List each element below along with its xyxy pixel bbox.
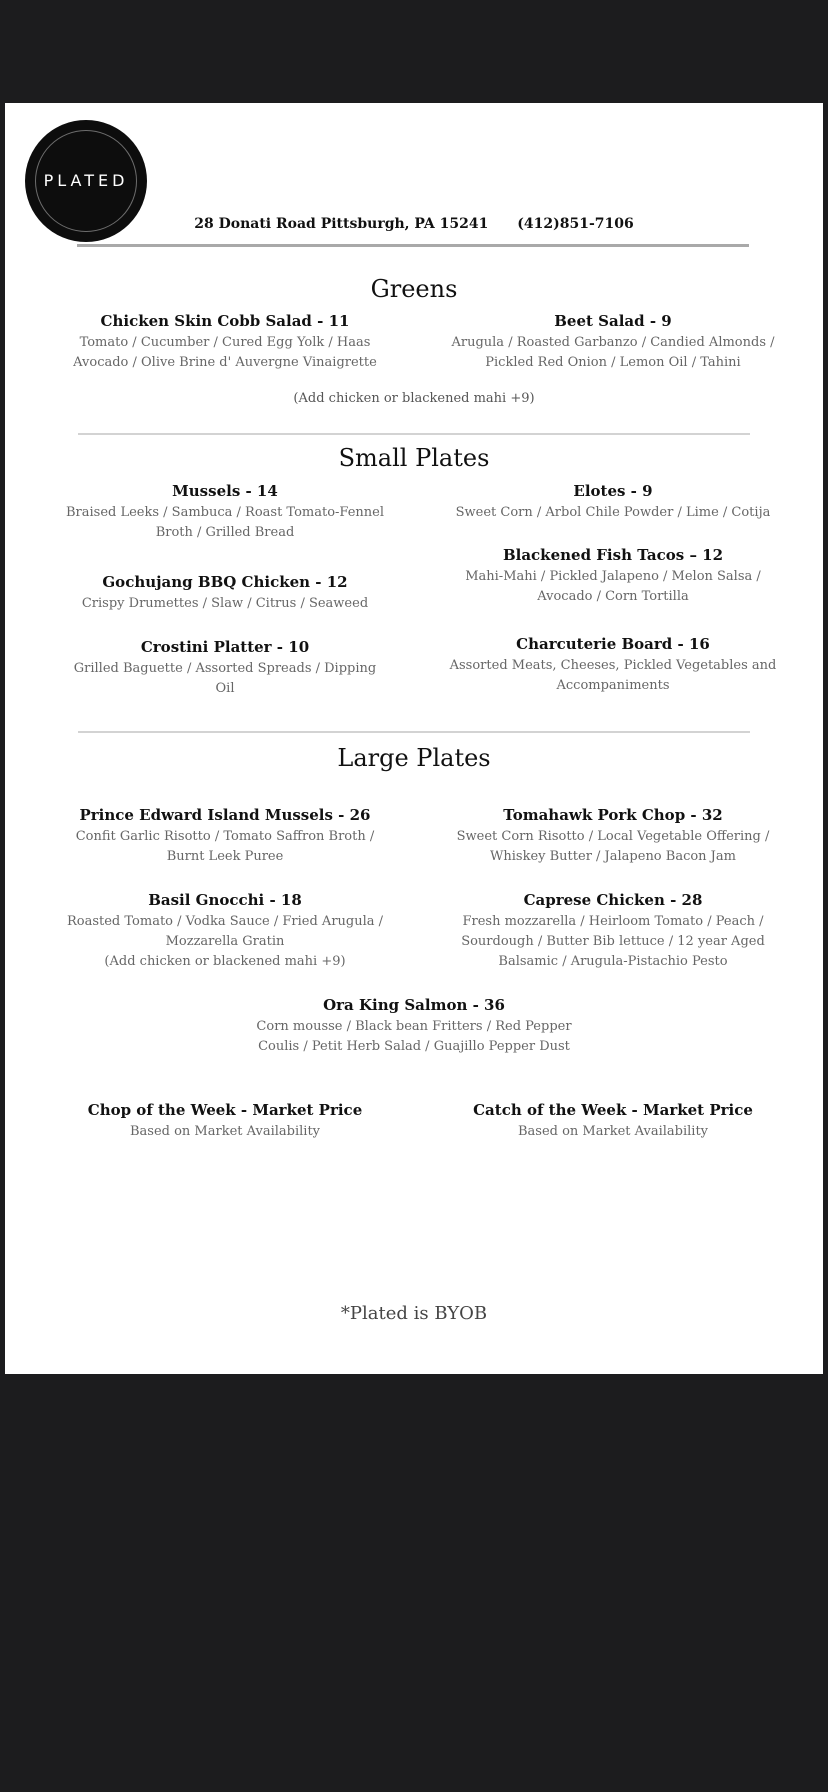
item-description: Braised Leeks / Sambuca / Roast Tomato-Fennel Broth / Grilled Bread (65, 505, 385, 540)
menu-item (65, 311, 385, 373)
item-description: Assorted Meats, Cheeses, Pickled Vegetables and Accompaniments (449, 658, 777, 693)
item-name: Gochujang BBQ Chicken - 12 (102, 573, 348, 591)
item-name: Catch of the Week - Market Price (473, 1101, 753, 1119)
menu-item (65, 481, 385, 543)
menu-item (445, 481, 781, 523)
item-description: Crispy Drumettes / Slaw / Citrus / Seaweed (81, 596, 369, 611)
item-description: Based on Market Availability (129, 1124, 321, 1139)
menu-item (445, 1100, 781, 1142)
item-name: Elotes - 9 (573, 482, 653, 500)
menu-item (445, 545, 781, 607)
item-name: Mussels - 14 (172, 482, 278, 500)
phone: (412)851-7106 (517, 216, 634, 232)
item-name: Basil Gnocchi - 18 (148, 891, 302, 909)
item-description: Fresh mozzarella / Heirloom Tomato / Peach / Sourdough / Butter Bib lettuce / 12 year Aged Balsamic / Arugula-Pistachio Pesto (461, 914, 765, 969)
menu-item (245, 995, 583, 1057)
menu-item (445, 890, 781, 972)
item-name: Prince Edward Island Mussels - 26 (79, 806, 371, 824)
item-name: Beet Salad - 9 (554, 312, 672, 330)
item-name: Charcuterie Board - 16 (516, 635, 710, 653)
address: 28 Donati Road Pittsburgh, PA 15241 (194, 216, 489, 232)
item-add-on-note: (Add chicken or blackened mahi +9) (104, 954, 346, 969)
item-description: Roasted Tomato / Vodka Sauce / Fried Arugula / Mozzarella Gratin (66, 914, 384, 949)
small-plates-heading: Small Plates (338, 444, 490, 472)
menu-item (65, 572, 385, 614)
item-description: Sweet Corn Risotto / Local Vegetable Offering / Whiskey Butter / Jalapeno Bacon Jam (456, 829, 770, 864)
item-name: Tomahawk Pork Chop - 32 (503, 806, 723, 824)
menu-item (445, 311, 781, 373)
byob-note: *Plated is BYOB (340, 1303, 488, 1324)
item-description: Arugula / Roasted Garbanzo / Candied Almonds / Pickled Red Onion / Lemon Oil / Tahini (451, 335, 775, 370)
item-name: Caprese Chicken - 28 (523, 891, 703, 909)
item-name: Chop of the Week - Market Price (87, 1101, 363, 1119)
menu-item (65, 637, 385, 699)
header-divider (77, 244, 749, 247)
logo-text: PLATED (43, 171, 129, 190)
large-plates-heading: Large Plates (337, 744, 491, 772)
menu-item (445, 805, 781, 867)
item-name: Crostini Platter - 10 (140, 638, 310, 656)
menu-item (445, 634, 781, 696)
menu-item (65, 805, 385, 867)
item-name: Ora King Salmon - 36 (323, 996, 505, 1014)
menu-page (5, 103, 823, 1374)
item-description: Based on Market Availability (517, 1124, 709, 1139)
greens-heading: Greens (370, 275, 458, 303)
contact-line (5, 216, 823, 232)
menu-item (65, 890, 385, 972)
item-description: Mahi-Mahi / Pickled Jalapeno / Melon Salsa / Avocado / Corn Tortilla (465, 569, 761, 604)
item-name: Blackened Fish Tacos – 12 (502, 546, 724, 564)
item-description: Grilled Baguette / Assorted Spreads / Dipping Oil (73, 661, 377, 696)
item-name: Chicken Skin Cobb Salad - 11 (100, 312, 350, 330)
item-description: Corn mousse / Black bean Fritters / Red Pepper Coulis / Petit Herb Salad / Guajillo Pepper Dust (256, 1019, 572, 1054)
menu-item (65, 1100, 385, 1142)
section-divider (78, 731, 750, 733)
section-divider (78, 433, 750, 435)
item-description: Tomato / Cucumber / Cured Egg Yolk / Haas Avocado / Olive Brine d' Auvergne Vinaigrette (73, 335, 377, 370)
item-description: Confit Garlic Risotto / Tomato Saffron Broth / Burnt Leek Puree (75, 829, 375, 864)
item-description: Sweet Corn / Arbol Chile Powder / Lime / Cotija (455, 505, 771, 520)
greens-add-on-note: (Add chicken or blackened mahi +9) (293, 391, 535, 406)
